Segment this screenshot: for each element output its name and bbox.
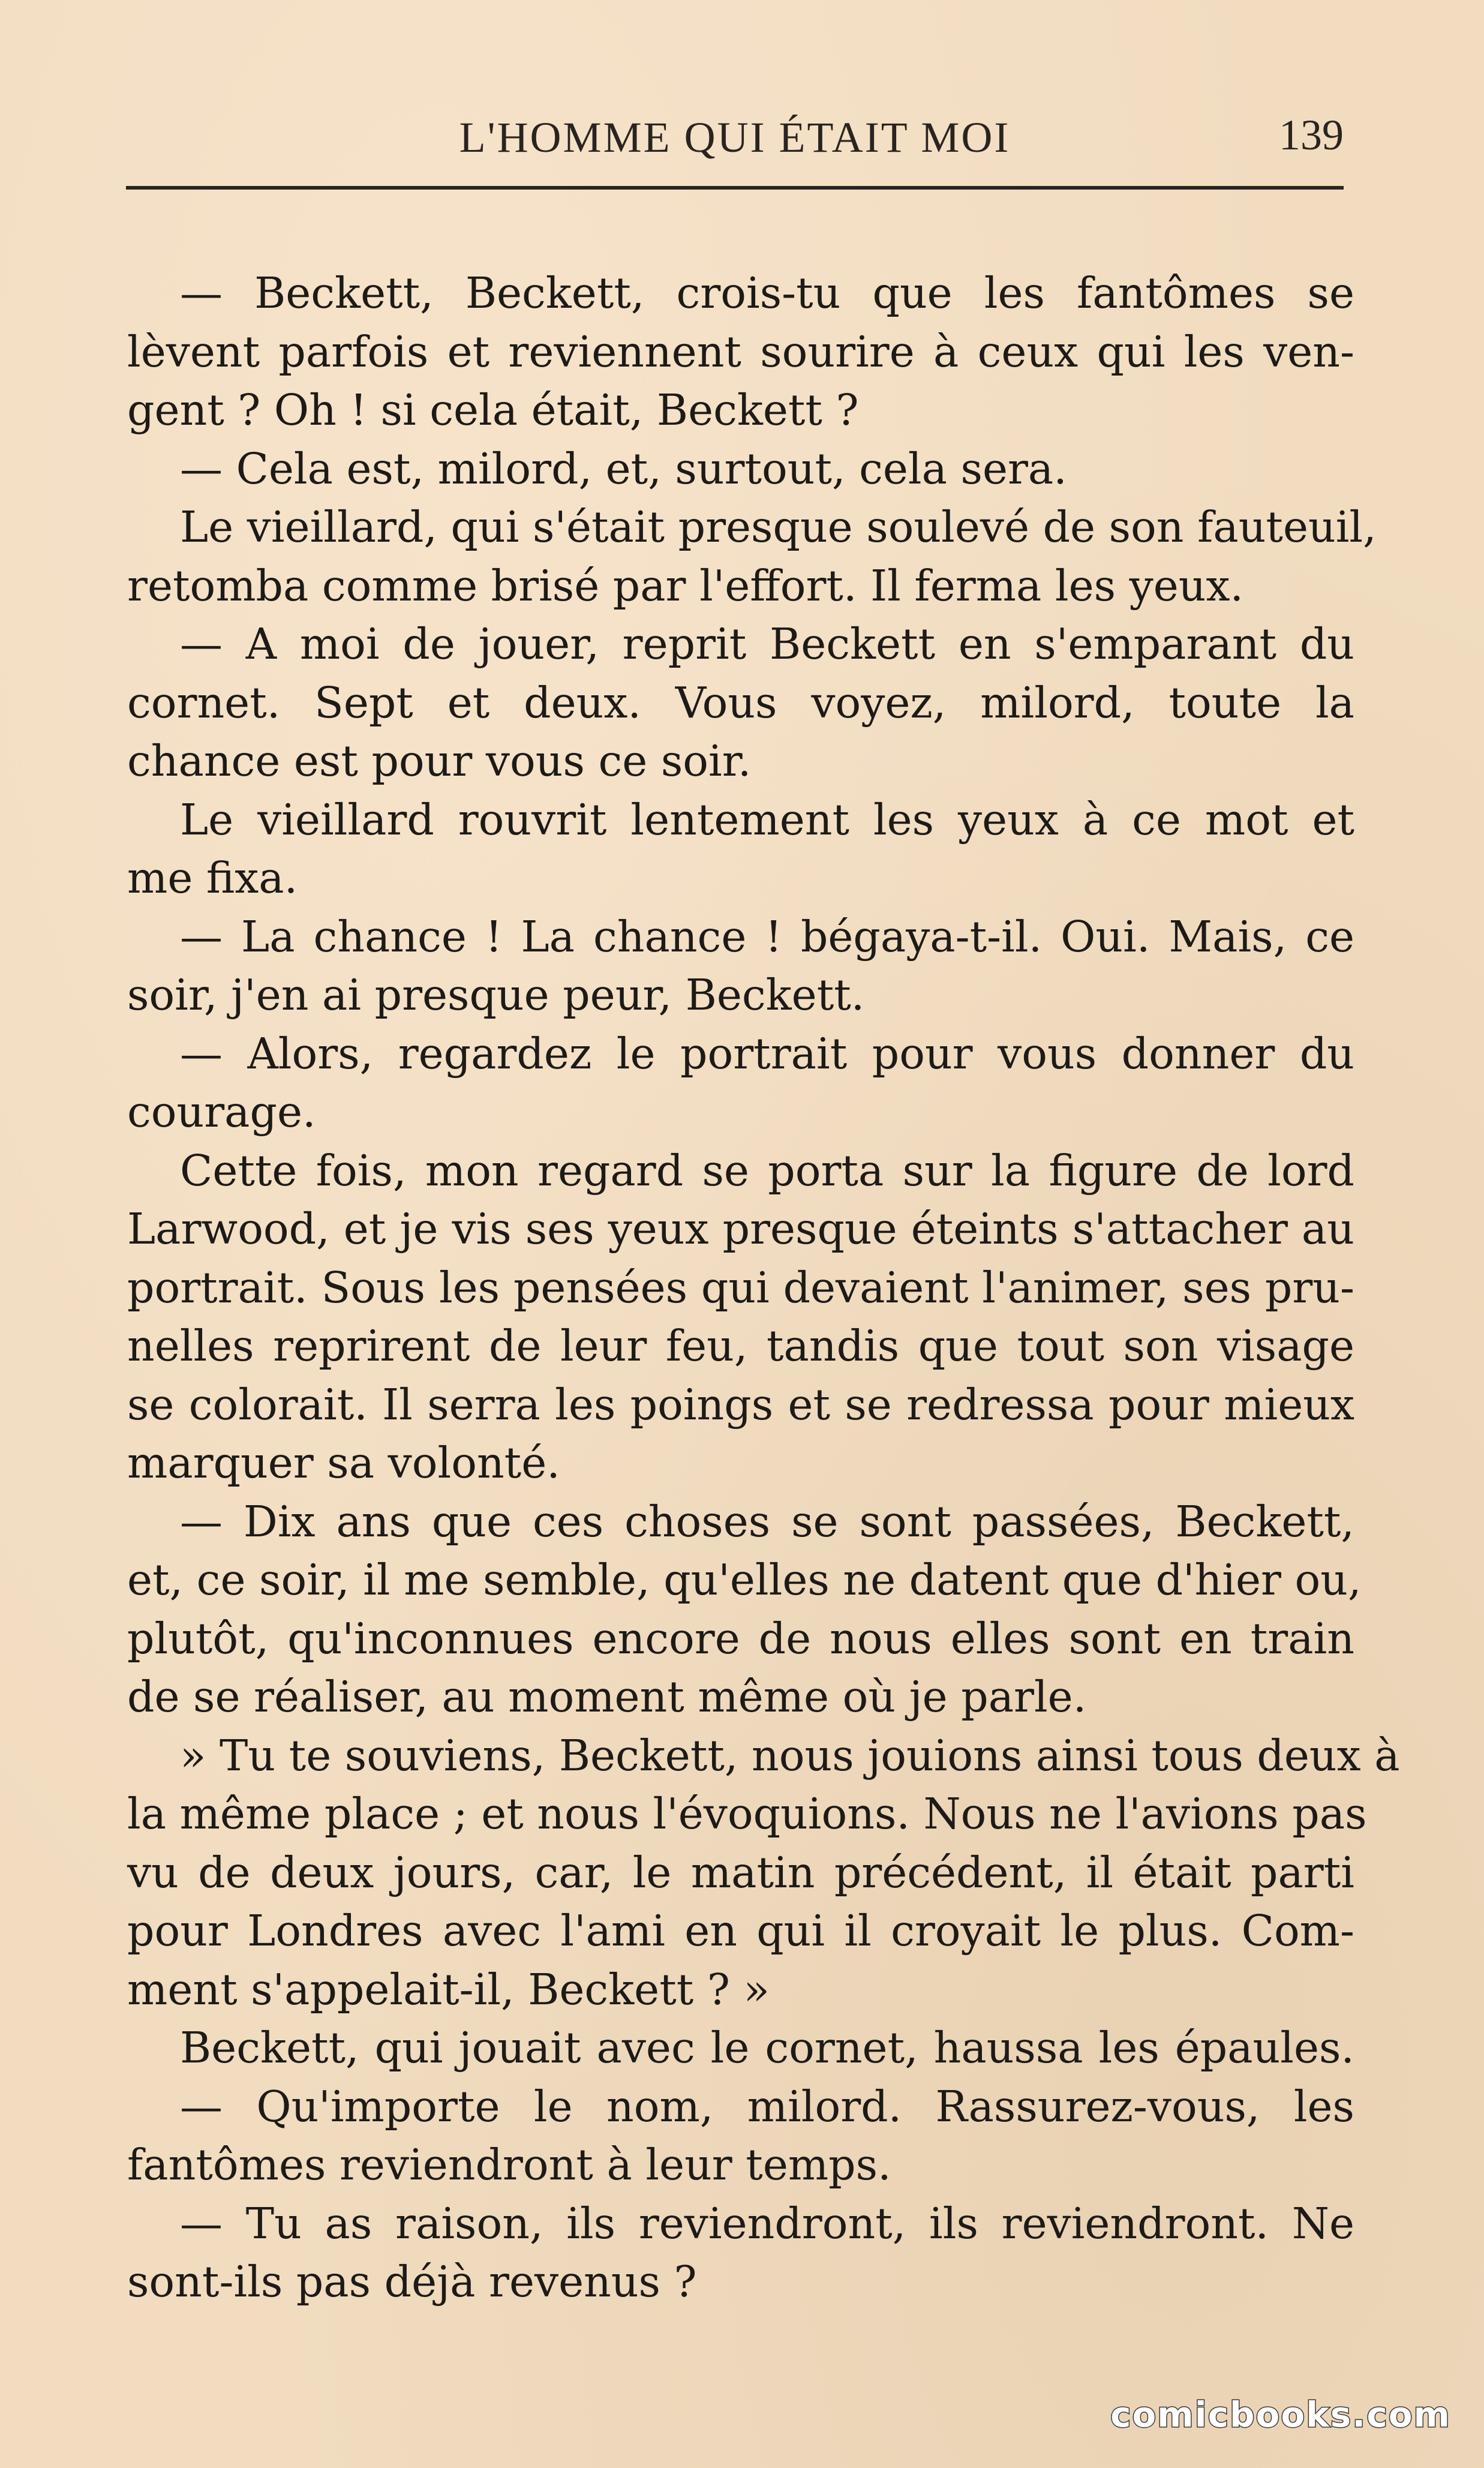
text-line: — Qu'importe le nom, milord. Rassurez-vous, les	[180, 2081, 1354, 2131]
page-number: 139	[1279, 111, 1344, 159]
text-line: chance est pour vous ce soir.	[127, 736, 752, 786]
text-line: plutôt, qu'inconnues encore de nous elles sont en train	[127, 1613, 1354, 1664]
text-line: Le vieillard, qui s'était presque soulevé de son fauteuil,	[180, 502, 1377, 552]
text-line: courage.	[127, 1087, 316, 1137]
watermark: comicbooks.com	[1110, 2394, 1451, 2435]
text-line: la même place ; et nous l'évoquions. Nous ne l'avions pas	[127, 1789, 1367, 1839]
text-line: — La chance ! La chance ! bégaya-t-il. Oui. Mais, ce	[180, 911, 1354, 962]
text-line: cornet. Sept et deux. Vous voyez, milord, toute la	[127, 677, 1354, 728]
text-line: retomba comme brisé par l'effort. Il ferma les yeux.	[127, 560, 1244, 611]
text-line: portrait. Sous les pensées qui devaient l'animer, ses pru-	[127, 1262, 1354, 1313]
running-head	[126, 108, 1344, 174]
text-line: soir, j'en ai presque peur, Beckett.	[127, 970, 865, 1020]
text-line: marquer sa volonté.	[127, 1438, 560, 1488]
text-line: — Dix ans que ces choses se sont passées, Beckett,	[180, 1496, 1354, 1547]
text-line: fantômes reviendront à leur temps.	[127, 2140, 891, 2190]
text-line: Le vieillard rouvrit lentement les yeux à ce mot et	[180, 794, 1354, 845]
header-rule	[126, 186, 1344, 190]
text-line: Beckett, qui jouait avec le cornet, haussa les épaules.	[180, 2023, 1354, 2073]
text-line: sont-ils pas déjà revenus ?	[127, 2257, 697, 2307]
text-line: Cette fois, mon regard se porta sur la figure de lord	[180, 1145, 1354, 1196]
text-line: — Beckett, Beckett, crois-tu que les fantômes se	[180, 268, 1354, 318]
text-line: — Alors, regardez le portrait pour vous donner du	[180, 1028, 1354, 1079]
text-line: — A moi de jouer, reprit Beckett en s'emparant du	[180, 619, 1354, 669]
running-title: L'HOMME QUI ÉTAIT MOI	[459, 113, 1011, 161]
text-line: de se réaliser, au moment même où je parle.	[127, 1672, 1087, 1722]
body-text	[127, 264, 1400, 2311]
text-line: — Cela est, milord, et, surtout, cela sera.	[180, 443, 1067, 494]
text-line: se colorait. Il serra les poings et se redressa pour mieux	[127, 1379, 1354, 1430]
text-line: ment s'appelait-il, Beckett ? »	[127, 1964, 770, 2014]
text-line: et, ce soir, il me semble, qu'elles ne datent que d'hier ou,	[127, 1555, 1362, 1605]
text-line: pour Londres avec l'ami en qui il croyait le plus. Com-	[127, 1906, 1354, 1956]
text-line: me fixa.	[127, 853, 298, 903]
text-line: gent ? Oh ! si cela était, Beckett ?	[127, 385, 859, 435]
text-line: vu de deux jours, car, le matin précédent, il était parti	[127, 1847, 1354, 1897]
text-line: nelles reprirent de leur feu, tandis que tout son visage	[127, 1321, 1354, 1371]
text-line: » Tu te souviens, Beckett, nous jouions ainsi tous deux à	[180, 1730, 1400, 1781]
text-line: lèvent parfois et reviennent sourire à ceux qui les ven-	[127, 326, 1354, 377]
text-line: Larwood, et je vis ses yeux presque éteints s'attacher au	[127, 1204, 1354, 1254]
text-line: — Tu as raison, ils reviendront, ils reviendront. Ne	[180, 2198, 1354, 2248]
